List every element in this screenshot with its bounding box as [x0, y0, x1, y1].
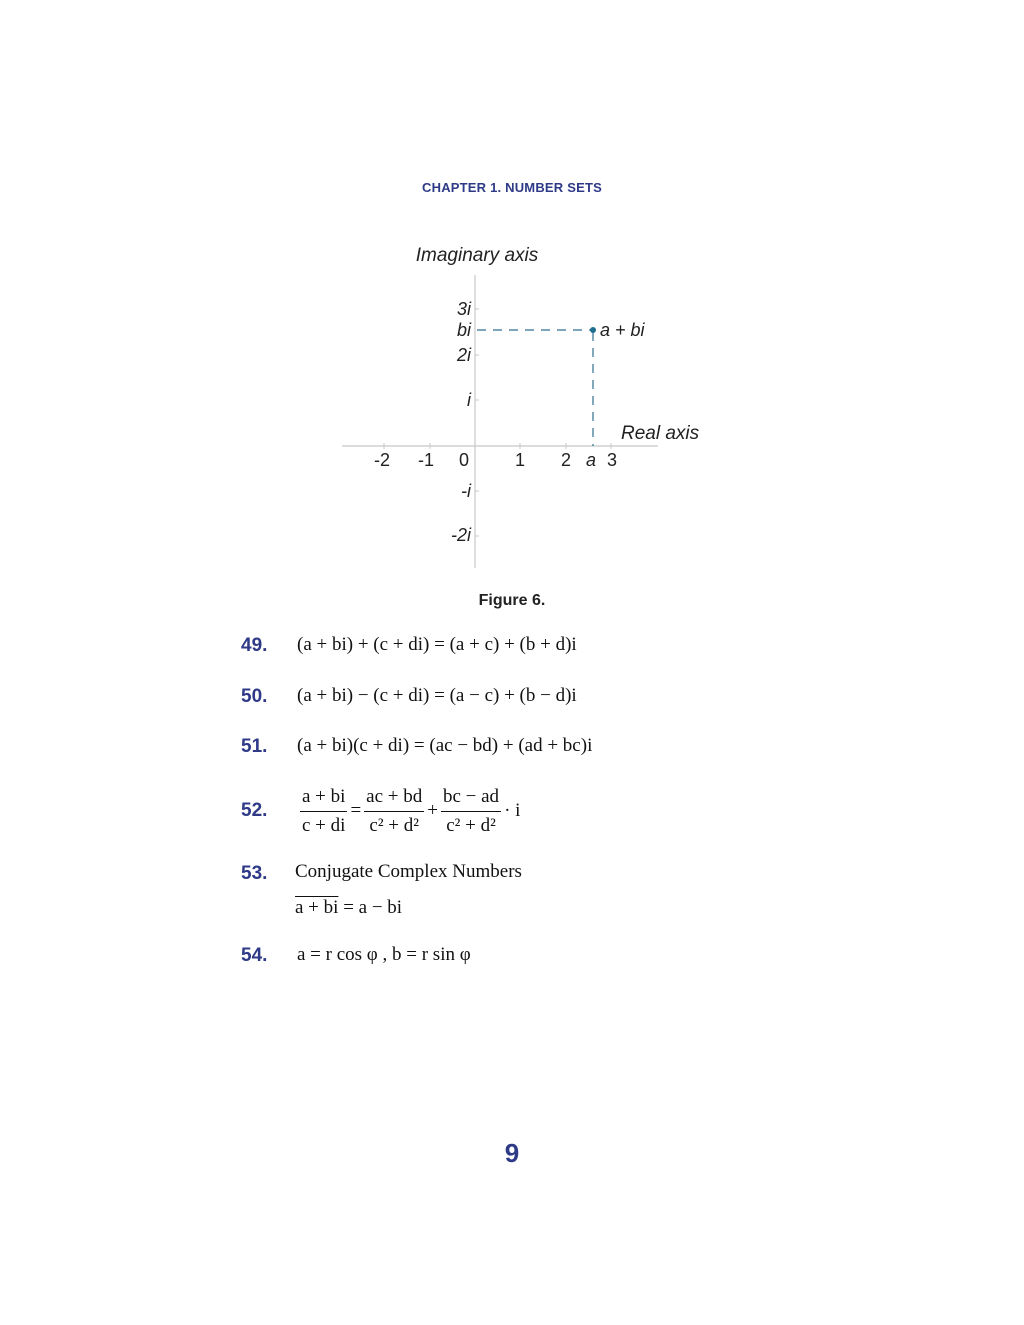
formula-52: $\frac{a + bi}{c + di}$ = $\frac{ac + bd}{\text{c² + d²}}$ + $\frac{bc - ad}{\text{c² + d²}}$ · i	[302, 786, 521, 836]
real-tick-label: -2	[373, 450, 391, 470]
fraction-lhs: $\frac{a + bi}{c + di}$	[302, 786, 346, 836]
real-tick-label: 3	[606, 450, 618, 470]
formula-number-51: 51.	[241, 736, 268, 757]
imag-tick-label: -2i	[450, 525, 471, 545]
imag-tick-marks	[475, 309, 479, 536]
point-label: a + bi	[600, 320, 645, 340]
real-tick-label-a: a	[585, 450, 597, 470]
fraction-imag-part: $\frac{bc - ad}{\text{c² + d²}}$	[442, 786, 500, 836]
formula-54: a = r cos φ , b = r sin φ	[297, 944, 471, 965]
complex-point	[590, 327, 596, 333]
formula-53: a + bi = a − bi	[295, 897, 403, 918]
complex-plane-figure	[330, 235, 710, 575]
formula-number-53: 53.	[241, 863, 268, 884]
conjugate-overline-expr: a + bi	[295, 897, 339, 918]
fraction-real-part: $\frac{ac + bd}{\text{c² + d²}}$	[366, 786, 423, 836]
imag-tick-label: i	[467, 390, 471, 410]
chapter-header: CHAPTER 1. NUMBER SETS	[422, 180, 602, 195]
imag-tick-label: -i	[461, 481, 471, 501]
formula-number-54: 54.	[241, 945, 268, 966]
imag-tick-label: 2i	[456, 345, 471, 365]
imaginary-axis-title: Imaginary axis	[415, 245, 539, 266]
figure-caption: Figure 6.	[478, 592, 546, 609]
real-tick-label: -1	[417, 450, 435, 470]
formula-number-52: 52.	[241, 800, 268, 821]
formula-number-50: 50.	[241, 686, 268, 707]
page-number: 9	[504, 1138, 520, 1168]
formula-49: (a + bi) + (c + di) = (a + c) + (b + d)i	[297, 634, 577, 655]
formula-51: (a + bi)(c + di) = (ac − bd) + (ad + bc)i	[297, 735, 593, 756]
real-tick-label: 0	[458, 450, 470, 470]
real-tick-label: 1	[514, 450, 526, 470]
conjugate-title: Conjugate Complex Numbers	[295, 861, 522, 882]
imag-tick-label: 3i	[456, 299, 471, 319]
imag-tick-label: bi	[456, 320, 471, 340]
formula-number-49: 49.	[241, 635, 268, 656]
formula-50: (a + bi) − (c + di) = (a − c) + (b − d)i	[297, 685, 577, 706]
real-tick-label: 2	[560, 450, 572, 470]
real-axis-title: Real axis	[621, 423, 700, 444]
